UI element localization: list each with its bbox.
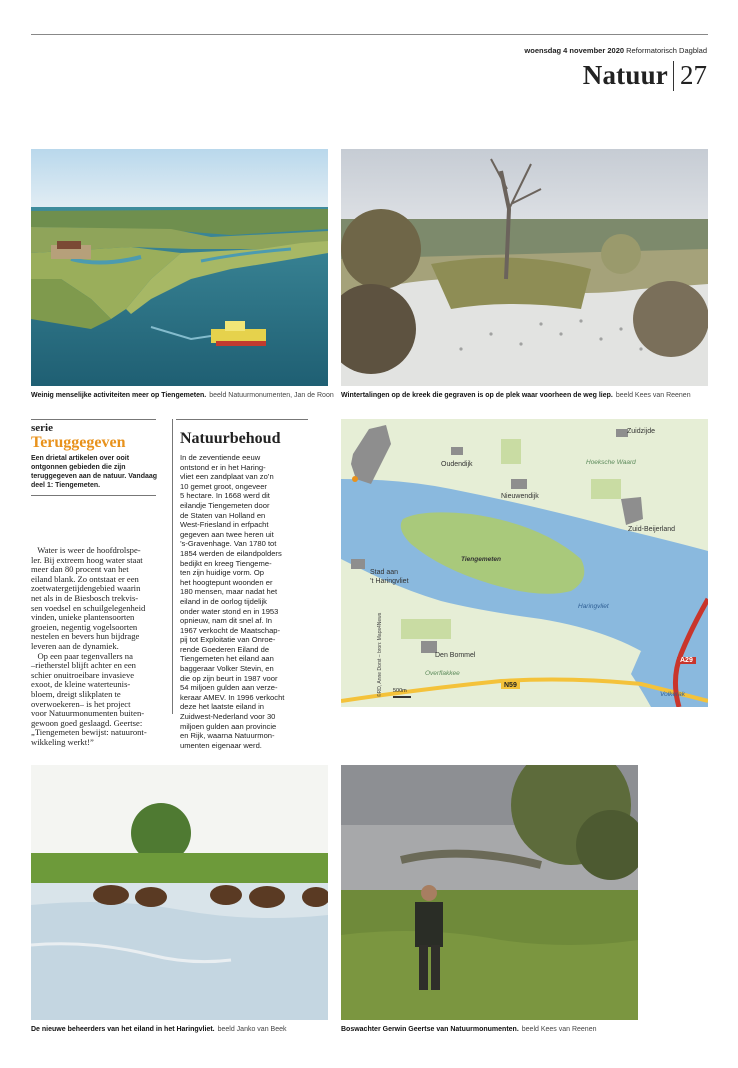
box-title: Natuurbehoud xyxy=(180,430,281,447)
article-line: net als in de Biesbosch trekvis- xyxy=(31,592,139,603)
box-line: de Staten van Holland en xyxy=(180,510,266,520)
box-line: eilandje Tiengemeten door xyxy=(180,500,270,510)
box-line: eiland in de oorlog tijdelijk xyxy=(180,596,267,606)
article-line: gewoon goed geslaagd. Geertse: xyxy=(31,717,143,728)
box-line: onder water stond en in 1953 xyxy=(180,606,279,616)
map-label-volkerak: Volkerak xyxy=(660,691,686,698)
newspaper-name: Reformatorisch Dagblad xyxy=(626,46,707,55)
town-oudendijk xyxy=(451,447,463,455)
map-label-zuid-beijerland: Zuid-Beijerland xyxy=(628,526,676,533)
serie-top-rule xyxy=(31,419,156,420)
box-line: rende Goederen Eiland de xyxy=(180,644,270,654)
box-line: Tiengemeten het eiland aan xyxy=(180,654,274,664)
intro-line: ontgonnen gebieden die zijn xyxy=(31,464,126,471)
dateline xyxy=(524,46,707,55)
article-line: –rietherstel blijft achter en een xyxy=(31,660,136,671)
location-marker xyxy=(352,476,358,482)
article-line: groeien, negentig vogelsoorten xyxy=(31,621,138,632)
map-label-nieuwendijk: Nieuwendijk xyxy=(501,493,539,500)
photo-credit: beeld Janko van Beek xyxy=(217,1026,287,1033)
intro-line: deel 1: Tiengemeten. xyxy=(31,482,101,489)
box-line: vliet een zandplaat van zo’n xyxy=(180,472,274,482)
scale-bar xyxy=(393,696,411,698)
serie-label: serie xyxy=(31,422,53,434)
box-line: In de zeventiende eeuw xyxy=(180,453,261,462)
box-line: baggeraar Volker Stevin, en xyxy=(180,664,274,674)
map-scale-label: 500m xyxy=(393,688,407,694)
map-label-zuidzijde: Zuidzijde xyxy=(627,428,656,435)
box-line: gegeven aan twee heren uit xyxy=(180,529,274,539)
article-line: Water is weer de hoofdrolspe- xyxy=(31,545,141,555)
article-line: sen voedsel en schuilgelegenheid xyxy=(31,602,146,613)
map-label-overflakkee: Overflakkee xyxy=(425,670,460,677)
intro-line: Een drietal artikelen over ooit xyxy=(31,455,130,462)
box-line: bedijkt en kreeg Tiengeme- xyxy=(180,558,272,568)
page-number: 27 xyxy=(680,60,707,90)
article-line: leveren aan de dynamiek. xyxy=(31,640,119,651)
box-line: Zuidwest-Nederland voor 30 xyxy=(180,712,276,722)
photo-caption-3 xyxy=(31,1025,287,1034)
map-label-haringvliet: Haringvliet xyxy=(578,603,609,610)
town-nieuwendijk xyxy=(511,479,527,489)
top-rule xyxy=(31,34,708,35)
box-line: en Rijk, waarna Natuurmon- xyxy=(180,731,275,741)
road-sign-n59: N59 xyxy=(501,682,520,689)
photo-boswachter xyxy=(341,765,638,1020)
box-line: deze het laatste eiland in xyxy=(180,702,265,712)
box-line: het hoogtepunt woonden er xyxy=(180,577,273,587)
photo-caption-2 xyxy=(341,391,691,400)
photo-credit: beeld Kees van Reenen xyxy=(615,392,691,399)
photo-credit: beeld Natuurmonumenten, Jan de Roon xyxy=(209,392,334,399)
map-label-hoeksche-waard: Hoeksche Waard xyxy=(586,459,636,466)
caption-text: Wintertalingen op de kreek die gegraven is op de plek waar voorheen de weg liep. xyxy=(341,392,613,399)
box-line: keraar AMEV. In 1996 verkocht xyxy=(180,692,285,702)
article-line: vinden, unieke plantensoorten xyxy=(31,612,135,623)
box-line: opnieuw, nam dit snel af. In xyxy=(180,616,273,626)
serie-title: Teruggegeven xyxy=(31,434,126,451)
article-line: eiland blank. Zo ontstaat er een xyxy=(31,573,139,584)
caption-text: Weinig menselijke activiteiten meer op Tiengemeten. xyxy=(31,392,207,399)
photo-highland-cattle xyxy=(31,765,328,1020)
intro-line: teruggegeven aan de natuur. Vandaag xyxy=(31,473,158,480)
box-line: umenten eigenaar werd. xyxy=(180,740,262,750)
photo-creek-wintertalingen xyxy=(341,149,708,386)
article-line: schier onuitroeibare invasieve xyxy=(31,669,135,680)
box-line: 180 mensen, maar nadat het xyxy=(180,587,278,597)
caption-text: De nieuwe beheerders van het eiland in het Haringvliet. xyxy=(31,1026,215,1033)
map-label-oudendijk: Oudendijk xyxy=(441,461,473,468)
article-line: overwoekeren– is het project xyxy=(31,698,131,709)
publication-date: woensdag 4 november 2020 xyxy=(524,46,625,55)
box-line: ontstond er in het Haring- xyxy=(180,462,266,472)
box-line: ’s-Gravenhage. Van 1780 tot xyxy=(180,539,277,549)
box-line: 5 hectare. In 1668 werd dit xyxy=(180,491,270,501)
section-name: Natuur xyxy=(582,60,668,90)
box-line: West-Friesland in erfpacht xyxy=(180,520,269,530)
article-line: wikkeling werkt!” xyxy=(31,736,94,747)
map-credit: ©RD, Anne Dorst – bron: Maps4News xyxy=(377,612,383,697)
box-line: 54 miljoen gulden aan verze- xyxy=(180,683,278,693)
caption-text: Boswachter Gerwin Geertse van Natuurmonumenten. xyxy=(341,1026,519,1033)
article-body xyxy=(31,546,169,747)
box-line: 1854 werden de eilandpolders xyxy=(180,548,282,558)
article-line: exoot, de kleine waterteunis- xyxy=(31,679,131,690)
section-divider xyxy=(673,61,674,91)
section-header xyxy=(583,60,707,91)
box-top-rule xyxy=(176,419,308,420)
map-label-den-bommel: Den Bommel xyxy=(435,652,476,659)
map-tiengemeten xyxy=(341,419,708,707)
serie-intro xyxy=(31,454,161,490)
map-label-tiengemeten: Tiengemeten xyxy=(461,556,501,563)
photo-caption-4 xyxy=(341,1025,597,1034)
article-line: nestelen en bevers hun bijdrage xyxy=(31,631,140,642)
photo-credit: beeld Kees van Reenen xyxy=(521,1026,597,1033)
photo-aerial-island xyxy=(31,149,328,386)
article-line: voor Natuurmonumenten buiten- xyxy=(31,708,145,719)
article-line: bloem, dreigt slikplaten te xyxy=(31,688,121,699)
photo-caption-1 xyxy=(31,391,334,400)
article-line: meer dan 80 procent van het xyxy=(31,564,129,575)
article-line: „Tiengemeten bewijst: natuuront- xyxy=(31,727,147,738)
serie-bottom-rule xyxy=(31,495,156,496)
box-line: miljoen gulden aan provincie xyxy=(180,721,277,731)
article-line: zoetwatergetijdengebied waarin xyxy=(31,583,141,594)
box-divider xyxy=(172,419,173,714)
box-body xyxy=(180,453,312,750)
box-line: die op zijn beurt in 1987 voor xyxy=(180,673,278,683)
box-line: 1967 verkocht de Maatschap- xyxy=(180,625,281,635)
map-label-stad-aan-line1: Stad aan xyxy=(370,569,399,576)
road-sign-a29: A29 xyxy=(677,657,696,664)
box-line: pij tot Exploitatie van Onroe- xyxy=(180,635,276,645)
box-line: 10 gemet groot, ongeveer xyxy=(180,481,267,491)
map-label-stad-aan-line2: ’t Haringvliet xyxy=(370,578,409,585)
town-stad-aan-t-haringvliet xyxy=(351,559,365,569)
article-line: Op een paar tegenvallers na xyxy=(31,650,133,661)
article-line: ler. Bij extreem hoog water staat xyxy=(31,554,143,565)
box-line: ten zijn huidige vorm. Op xyxy=(180,568,264,578)
